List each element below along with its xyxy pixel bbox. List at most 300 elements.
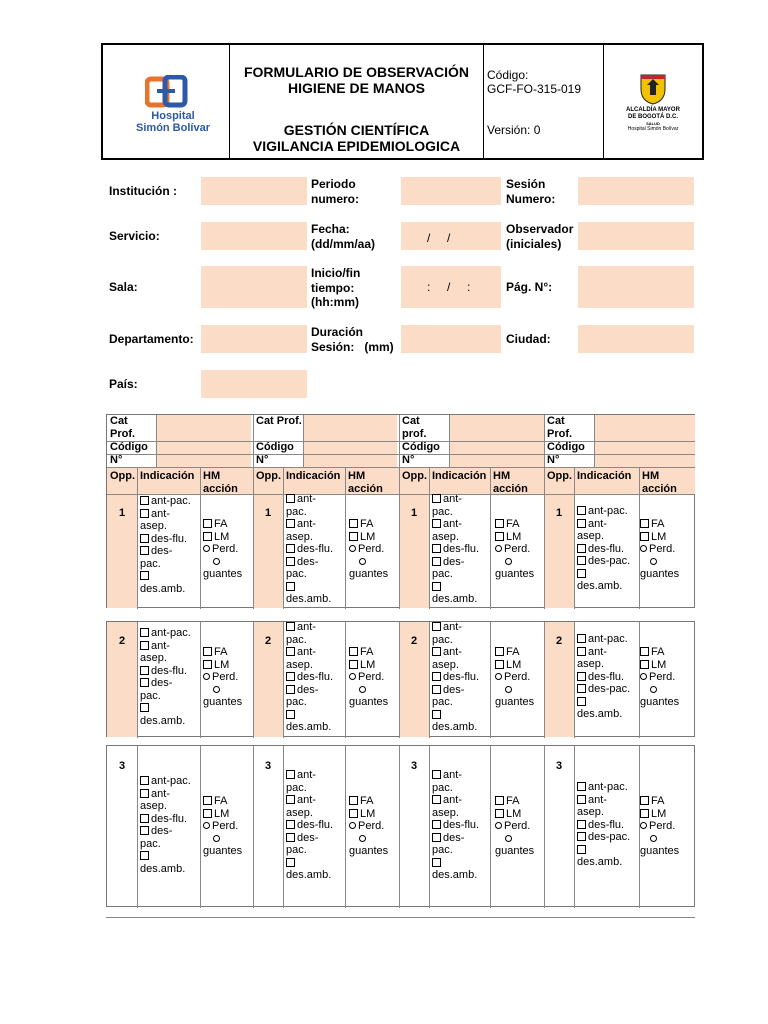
indicacion-label: asep. <box>577 530 604 542</box>
checkbox-icon[interactable] <box>203 519 212 528</box>
hm-label: guantes <box>203 696 243 708</box>
checkbox-icon[interactable] <box>140 641 149 650</box>
cat-prof-label: Cat Prof. <box>110 415 136 440</box>
checkbox-icon[interactable] <box>349 519 358 528</box>
indicacion-label: des-pac. <box>588 831 631 843</box>
col-indicacion-header: Indicación <box>432 470 487 482</box>
numero-label: N° <box>110 454 123 466</box>
checkbox-icon[interactable] <box>349 660 358 669</box>
col-indicacion-header: Indicación <box>577 470 632 482</box>
indicacion-label: des- <box>297 831 319 844</box>
indicacion-label: asep. <box>286 530 313 543</box>
hm-label: FA <box>506 646 520 658</box>
indicacion-label: des- <box>151 677 173 689</box>
checkbox-icon[interactable] <box>286 685 295 694</box>
pais-label: País: <box>109 377 138 391</box>
indicacion-label: pac. <box>432 633 453 646</box>
servicio-field[interactable] <box>201 222 307 250</box>
hm-label: LM <box>360 530 376 543</box>
opp-number: 3 <box>119 760 126 772</box>
checkbox-icon[interactable] <box>495 519 504 528</box>
hm-label: FA <box>506 795 520 807</box>
checkbox-icon[interactable] <box>203 809 212 818</box>
checkbox-icon[interactable] <box>286 647 295 656</box>
hm-label: guantes <box>349 568 389 580</box>
col-opp-header: Opp. <box>110 470 136 482</box>
hm-label: Perd. <box>649 820 676 832</box>
indicacion-label: ant- <box>588 645 607 658</box>
checkbox-icon[interactable] <box>432 544 441 553</box>
indicacion-label: des- <box>443 555 465 568</box>
checkbox-icon[interactable] <box>286 622 295 631</box>
hm-label: Perd. <box>504 671 531 683</box>
indicacion-label: ant- <box>588 793 607 806</box>
checkbox-icon[interactable] <box>140 814 149 823</box>
indicacion-label: asep. <box>286 658 313 671</box>
checkbox-icon[interactable] <box>432 858 441 867</box>
radio-icon[interactable] <box>359 835 366 842</box>
indicacion-label: ant- <box>443 493 462 505</box>
checkbox-icon[interactable] <box>432 685 441 694</box>
indicacion-label: asep. <box>432 806 459 819</box>
hm-label: FA <box>360 518 374 530</box>
indicacion-label: des-flu. <box>151 812 188 825</box>
periodo-label: Periodo numero: <box>311 177 359 206</box>
checkbox-icon[interactable] <box>577 845 586 854</box>
radio-icon[interactable] <box>203 822 210 829</box>
checkbox-icon[interactable] <box>203 647 212 656</box>
hm-accion-options <box>349 518 388 581</box>
checkbox-icon[interactable] <box>432 647 441 656</box>
checkbox-icon[interactable] <box>349 796 358 805</box>
indicacion-label: des.amb. <box>140 862 186 875</box>
hm-label: FA <box>651 646 665 658</box>
radio-icon[interactable] <box>213 686 220 693</box>
hm-label: Perd. <box>649 543 676 555</box>
document-header <box>101 43 704 160</box>
hm-label: guantes <box>203 568 243 580</box>
checkbox-icon[interactable] <box>577 634 586 643</box>
col-opp-header: Opp. <box>256 470 282 482</box>
hm-label: LM <box>651 530 667 543</box>
checkbox-icon[interactable] <box>286 557 295 566</box>
indicacion-label: ant- <box>443 769 462 781</box>
checkbox-icon[interactable] <box>140 571 149 580</box>
hm-accion-options <box>349 646 388 709</box>
indicacion-label: ant-pac. <box>151 495 191 507</box>
cat-prof-label: Cat Prof. <box>547 415 573 440</box>
indicacion-label: ant- <box>297 493 316 505</box>
checkbox-icon[interactable] <box>577 672 586 681</box>
hm-accion-options <box>203 795 242 858</box>
hm-label: FA <box>214 646 228 658</box>
indicacion-label: asep. <box>577 806 604 818</box>
hm-accion-options <box>203 518 242 581</box>
indicacion-label: des- <box>443 683 465 696</box>
radio-icon[interactable] <box>505 558 512 565</box>
radio-icon[interactable] <box>495 822 502 829</box>
numero-label: N° <box>256 454 269 466</box>
inicio-fin-field[interactable]: : / : <box>401 266 501 308</box>
sesion-field[interactable] <box>578 177 694 205</box>
sala-label: Sala: <box>109 280 138 294</box>
checkbox-icon[interactable] <box>640 647 649 656</box>
codigo-label: Código <box>110 441 148 453</box>
opp-number: 2 <box>119 635 126 647</box>
checkbox-icon[interactable] <box>495 660 504 669</box>
hospital-logo-icon <box>145 75 189 109</box>
radio-icon[interactable] <box>650 835 657 842</box>
col-indicacion-header: Indicación <box>286 470 341 482</box>
indicacion-label: pac. <box>286 781 307 794</box>
checkbox-icon[interactable] <box>432 710 441 719</box>
indicacion-options <box>286 621 348 734</box>
radio-icon[interactable] <box>213 558 220 565</box>
hm-label: Perd. <box>358 820 385 832</box>
indicacion-label: des- <box>151 545 173 557</box>
checkbox-icon[interactable] <box>577 820 586 829</box>
pagina-field[interactable] <box>578 266 694 308</box>
hm-label: guantes <box>640 568 680 580</box>
hm-accion-options <box>349 795 388 858</box>
indicacion-label: pac. <box>432 781 453 794</box>
fecha-field[interactable]: / / <box>401 222 501 250</box>
opp-number: 1 <box>265 507 272 519</box>
indicacion-label: des-flu. <box>588 542 625 555</box>
hm-label: guantes <box>495 845 535 857</box>
bogota-logo-text: ALCALDÍA MAYOR DE BOGOTÁ D.C. SALUD Hospital Simón Bolívar <box>626 107 680 132</box>
hm-label: Perd. <box>504 543 531 555</box>
hm-accion-options <box>203 646 242 709</box>
checkbox-icon[interactable] <box>286 672 295 681</box>
opp-number: 3 <box>265 760 272 772</box>
indicacion-label: ant- <box>588 517 607 530</box>
indicacion-label: des-flu. <box>151 532 188 545</box>
radio-icon[interactable] <box>495 545 502 552</box>
col-opp-header: Opp. <box>402 470 428 482</box>
checkbox-icon[interactable] <box>203 660 212 669</box>
indicacion-label: asep. <box>432 658 459 671</box>
observation-block-2 <box>106 621 695 737</box>
hm-label: LM <box>360 807 376 820</box>
hm-label: Perd. <box>358 671 385 683</box>
checkbox-icon[interactable] <box>432 672 441 681</box>
hospital-logo-text: Hospital Simón Bolívar <box>136 110 210 134</box>
indicacion-options <box>432 621 494 734</box>
col-hm-header: HM acción <box>493 470 528 495</box>
checkbox-icon[interactable] <box>140 666 149 675</box>
checkbox-icon[interactable] <box>577 795 586 804</box>
hm-label: FA <box>360 646 374 658</box>
observation-block-3 <box>106 745 695 907</box>
checkbox-icon[interactable] <box>577 506 586 515</box>
indicacion-label: des- <box>151 825 173 837</box>
indicacion-label: ant- <box>297 646 316 658</box>
checkbox-icon[interactable] <box>349 532 358 541</box>
checkbox-icon[interactable] <box>495 532 504 541</box>
checkbox-icon[interactable] <box>140 703 149 712</box>
hm-label: FA <box>214 795 228 807</box>
checkbox-icon[interactable] <box>140 509 149 518</box>
checkbox-icon[interactable] <box>495 796 504 805</box>
opp-number: 3 <box>411 760 418 772</box>
checkbox-icon[interactable] <box>286 795 295 804</box>
checkbox-icon[interactable] <box>286 770 295 779</box>
indicacion-label: des-pac. <box>588 683 631 695</box>
hm-accion-options <box>495 795 534 858</box>
sesion-label: Sesión Numero: <box>506 177 556 206</box>
col-indicacion-header: Indicación <box>140 470 195 482</box>
indicacion-options <box>577 505 639 593</box>
radio-icon[interactable] <box>349 822 356 829</box>
institucion-label: Institución : <box>109 184 177 198</box>
hm-label: FA <box>214 518 228 530</box>
indicacion-label: des.amb. <box>577 856 623 868</box>
indicacion-options <box>577 633 639 721</box>
indicacion-label: des.amb. <box>577 580 623 592</box>
checkbox-icon[interactable] <box>140 496 149 505</box>
indicacion-options <box>286 769 348 882</box>
duracion-field[interactable] <box>401 325 501 353</box>
radio-icon[interactable] <box>505 686 512 693</box>
checkbox-icon[interactable] <box>140 546 149 555</box>
col-opp-header: Opp. <box>547 470 573 482</box>
indicacion-label: ant-pac. <box>588 781 628 793</box>
checkbox-icon[interactable] <box>577 569 586 578</box>
indicacion-label: ant- <box>151 639 170 652</box>
radio-icon[interactable] <box>495 673 502 680</box>
indicacion-options <box>286 493 348 606</box>
indicacion-label: pac. <box>432 696 453 708</box>
checkbox-icon[interactable] <box>640 532 649 541</box>
opp-number: 1 <box>411 507 418 519</box>
checkbox-icon[interactable] <box>140 851 149 860</box>
checkbox-icon[interactable] <box>140 826 149 835</box>
indicacion-label: pac. <box>286 844 307 856</box>
radio-icon[interactable] <box>213 835 220 842</box>
opp-number: 2 <box>556 635 563 647</box>
indicacion-label: des- <box>297 683 319 696</box>
checkbox-icon[interactable] <box>286 582 295 591</box>
ciudad-field[interactable] <box>578 325 694 353</box>
indicacion-options <box>140 495 202 595</box>
codigo-label: Código <box>402 441 440 453</box>
indicacion-label: asep. <box>140 652 167 664</box>
sala-field[interactable] <box>201 266 307 308</box>
checkbox-icon[interactable] <box>432 795 441 804</box>
checkbox-icon[interactable] <box>495 809 504 818</box>
institucion-field[interactable] <box>201 177 307 205</box>
checkbox-icon[interactable] <box>432 582 441 591</box>
col-hm-header: HM acción <box>642 470 677 495</box>
periodo-field[interactable] <box>401 177 501 205</box>
hm-label: Perd. <box>504 820 531 832</box>
col-hm-header: HM acción <box>348 470 383 495</box>
radio-icon[interactable] <box>349 545 356 552</box>
indicacion-options <box>140 627 202 727</box>
checkbox-icon[interactable] <box>577 519 586 528</box>
indicacion-label: des-flu. <box>443 671 480 683</box>
indicacion-label: des-flu. <box>588 818 625 831</box>
opp-number: 2 <box>265 635 272 647</box>
checkbox-icon[interactable] <box>203 532 212 541</box>
radio-icon[interactable] <box>640 545 647 552</box>
radio-icon[interactable] <box>349 673 356 680</box>
indicacion-label: asep. <box>286 806 313 819</box>
checkbox-icon[interactable] <box>577 556 586 565</box>
indicacion-label: asep. <box>577 658 604 670</box>
opp-number: 1 <box>119 507 126 519</box>
checkbox-icon[interactable] <box>140 789 149 798</box>
indicacion-label: pac. <box>286 696 307 708</box>
hm-label: Perd. <box>212 820 239 832</box>
indicacion-label: des- <box>443 831 465 844</box>
indicacion-label: des.amb. <box>577 708 623 720</box>
checkbox-icon[interactable] <box>286 544 295 553</box>
codigo-label: Código <box>256 441 294 453</box>
indicacion-label: pac. <box>286 505 307 518</box>
indicacion-label: ant-pac. <box>151 627 191 639</box>
observador-label: Observador (iniciales) <box>506 222 574 251</box>
indicacion-label: des-flu. <box>443 543 480 555</box>
hm-label: LM <box>214 807 230 820</box>
checkbox-icon[interactable] <box>577 782 586 791</box>
hm-label: Perd. <box>212 671 239 683</box>
indicacion-label: pac. <box>286 568 307 580</box>
indicacion-label: des.amb. <box>286 593 332 605</box>
document-code: Código: GCF-FO-315-019 <box>487 68 582 96</box>
hm-label: FA <box>651 518 665 530</box>
indicacion-label: asep. <box>140 520 167 532</box>
radio-icon[interactable] <box>203 673 210 680</box>
observador-field[interactable] <box>578 222 694 250</box>
checkbox-icon[interactable] <box>286 519 295 528</box>
numero-label: N° <box>547 454 560 466</box>
indicacion-label: pac. <box>286 633 307 646</box>
checkbox-icon[interactable] <box>432 622 441 631</box>
inicio-fin-label: Inicio/fin tiempo: (hh:mm) <box>311 266 361 309</box>
checkbox-icon[interactable] <box>203 796 212 805</box>
indicacion-label: des-flu. <box>297 819 334 831</box>
hospital-logo <box>123 75 213 135</box>
checkbox-icon[interactable] <box>640 809 649 818</box>
departamento-label: Departamento: <box>109 332 194 346</box>
checkbox-icon[interactable] <box>432 557 441 566</box>
indicacion-label: pac. <box>432 568 453 580</box>
ciudad-label: Ciudad: <box>506 332 551 346</box>
hm-label: LM <box>214 658 230 671</box>
checkbox-icon[interactable] <box>577 647 586 656</box>
form-subtitle: GESTIÓN CIENTÍFICA VIGILANCIA EPIDEMIOLOGICA <box>252 122 461 154</box>
checkbox-icon[interactable] <box>349 809 358 818</box>
radio-icon[interactable] <box>359 686 366 693</box>
checkbox-icon[interactable] <box>286 833 295 842</box>
hm-label: LM <box>651 807 667 820</box>
hm-label: guantes <box>495 696 535 708</box>
departamento-field[interactable] <box>201 325 307 353</box>
hm-label: LM <box>360 658 376 671</box>
checkbox-icon[interactable] <box>349 647 358 656</box>
radio-icon[interactable] <box>650 558 657 565</box>
checkbox-icon[interactable] <box>577 832 586 841</box>
indicacion-label: ant- <box>151 507 170 520</box>
radio-icon[interactable] <box>505 835 512 842</box>
indicacion-label: ant- <box>443 621 462 633</box>
hm-label: Perd. <box>358 543 385 555</box>
opp-number: 2 <box>411 635 418 647</box>
checkbox-icon[interactable] <box>140 534 149 543</box>
radio-icon[interactable] <box>359 558 366 565</box>
checkbox-icon[interactable] <box>640 796 649 805</box>
radio-icon[interactable] <box>203 545 210 552</box>
col-hm-header: HM acción <box>203 470 238 495</box>
indicacion-label: ant- <box>443 518 462 530</box>
indicacion-label: ant- <box>297 518 316 530</box>
checkbox-icon[interactable] <box>495 647 504 656</box>
indicacion-label: des-flu. <box>297 543 334 555</box>
opp-number: 1 <box>556 507 563 519</box>
checkbox-icon[interactable] <box>640 660 649 669</box>
hm-accion-options <box>640 646 679 709</box>
radio-icon[interactable] <box>650 686 657 693</box>
checkbox-icon[interactable] <box>432 519 441 528</box>
indicacion-options <box>432 493 494 606</box>
indicacion-label: pac. <box>140 689 161 702</box>
indicacion-label: des-flu. <box>443 819 480 831</box>
checkbox-icon[interactable] <box>140 678 149 687</box>
checkbox-icon[interactable] <box>140 628 149 637</box>
indicacion-options <box>432 769 494 882</box>
pais-field[interactable] <box>201 370 307 398</box>
indicacion-label: pac. <box>140 557 161 570</box>
document-version: Versión: 0 <box>487 123 541 137</box>
cat-prof-label: Cat prof. <box>402 415 427 440</box>
checkbox-icon[interactable] <box>432 494 441 503</box>
radio-icon[interactable] <box>640 673 647 680</box>
checkbox-icon[interactable] <box>286 494 295 503</box>
indicacion-label: des.amb. <box>432 593 478 605</box>
radio-icon[interactable] <box>640 822 647 829</box>
hm-label: FA <box>360 795 374 807</box>
indicacion-options <box>140 775 202 875</box>
checkbox-icon[interactable] <box>432 833 441 842</box>
hm-label: guantes <box>203 845 243 857</box>
hm-label: guantes <box>349 845 389 857</box>
checkbox-icon[interactable] <box>286 858 295 867</box>
checkbox-icon[interactable] <box>577 697 586 706</box>
checkbox-icon[interactable] <box>286 710 295 719</box>
hm-label: guantes <box>349 696 389 708</box>
indicacion-label: des.amb. <box>432 721 478 733</box>
duracion-label: Duración Sesión: (mm) <box>311 325 394 354</box>
hm-label: Perd. <box>649 671 676 683</box>
checkbox-icon[interactable] <box>286 820 295 829</box>
indicacion-label: des.amb. <box>140 714 186 727</box>
checkbox-icon[interactable] <box>577 684 586 693</box>
hm-label: FA <box>651 795 665 807</box>
hm-label: LM <box>506 807 522 820</box>
checkbox-icon[interactable] <box>140 776 149 785</box>
indicacion-label: ant-pac. <box>588 633 628 645</box>
checkbox-icon[interactable] <box>432 820 441 829</box>
opp-number: 3 <box>556 760 563 772</box>
indicacion-label: asep. <box>140 800 167 812</box>
checkbox-icon[interactable] <box>640 519 649 528</box>
hm-accion-options <box>495 518 534 581</box>
checkbox-icon[interactable] <box>577 544 586 553</box>
checkbox-icon[interactable] <box>432 770 441 779</box>
hm-accion-options <box>640 795 679 858</box>
